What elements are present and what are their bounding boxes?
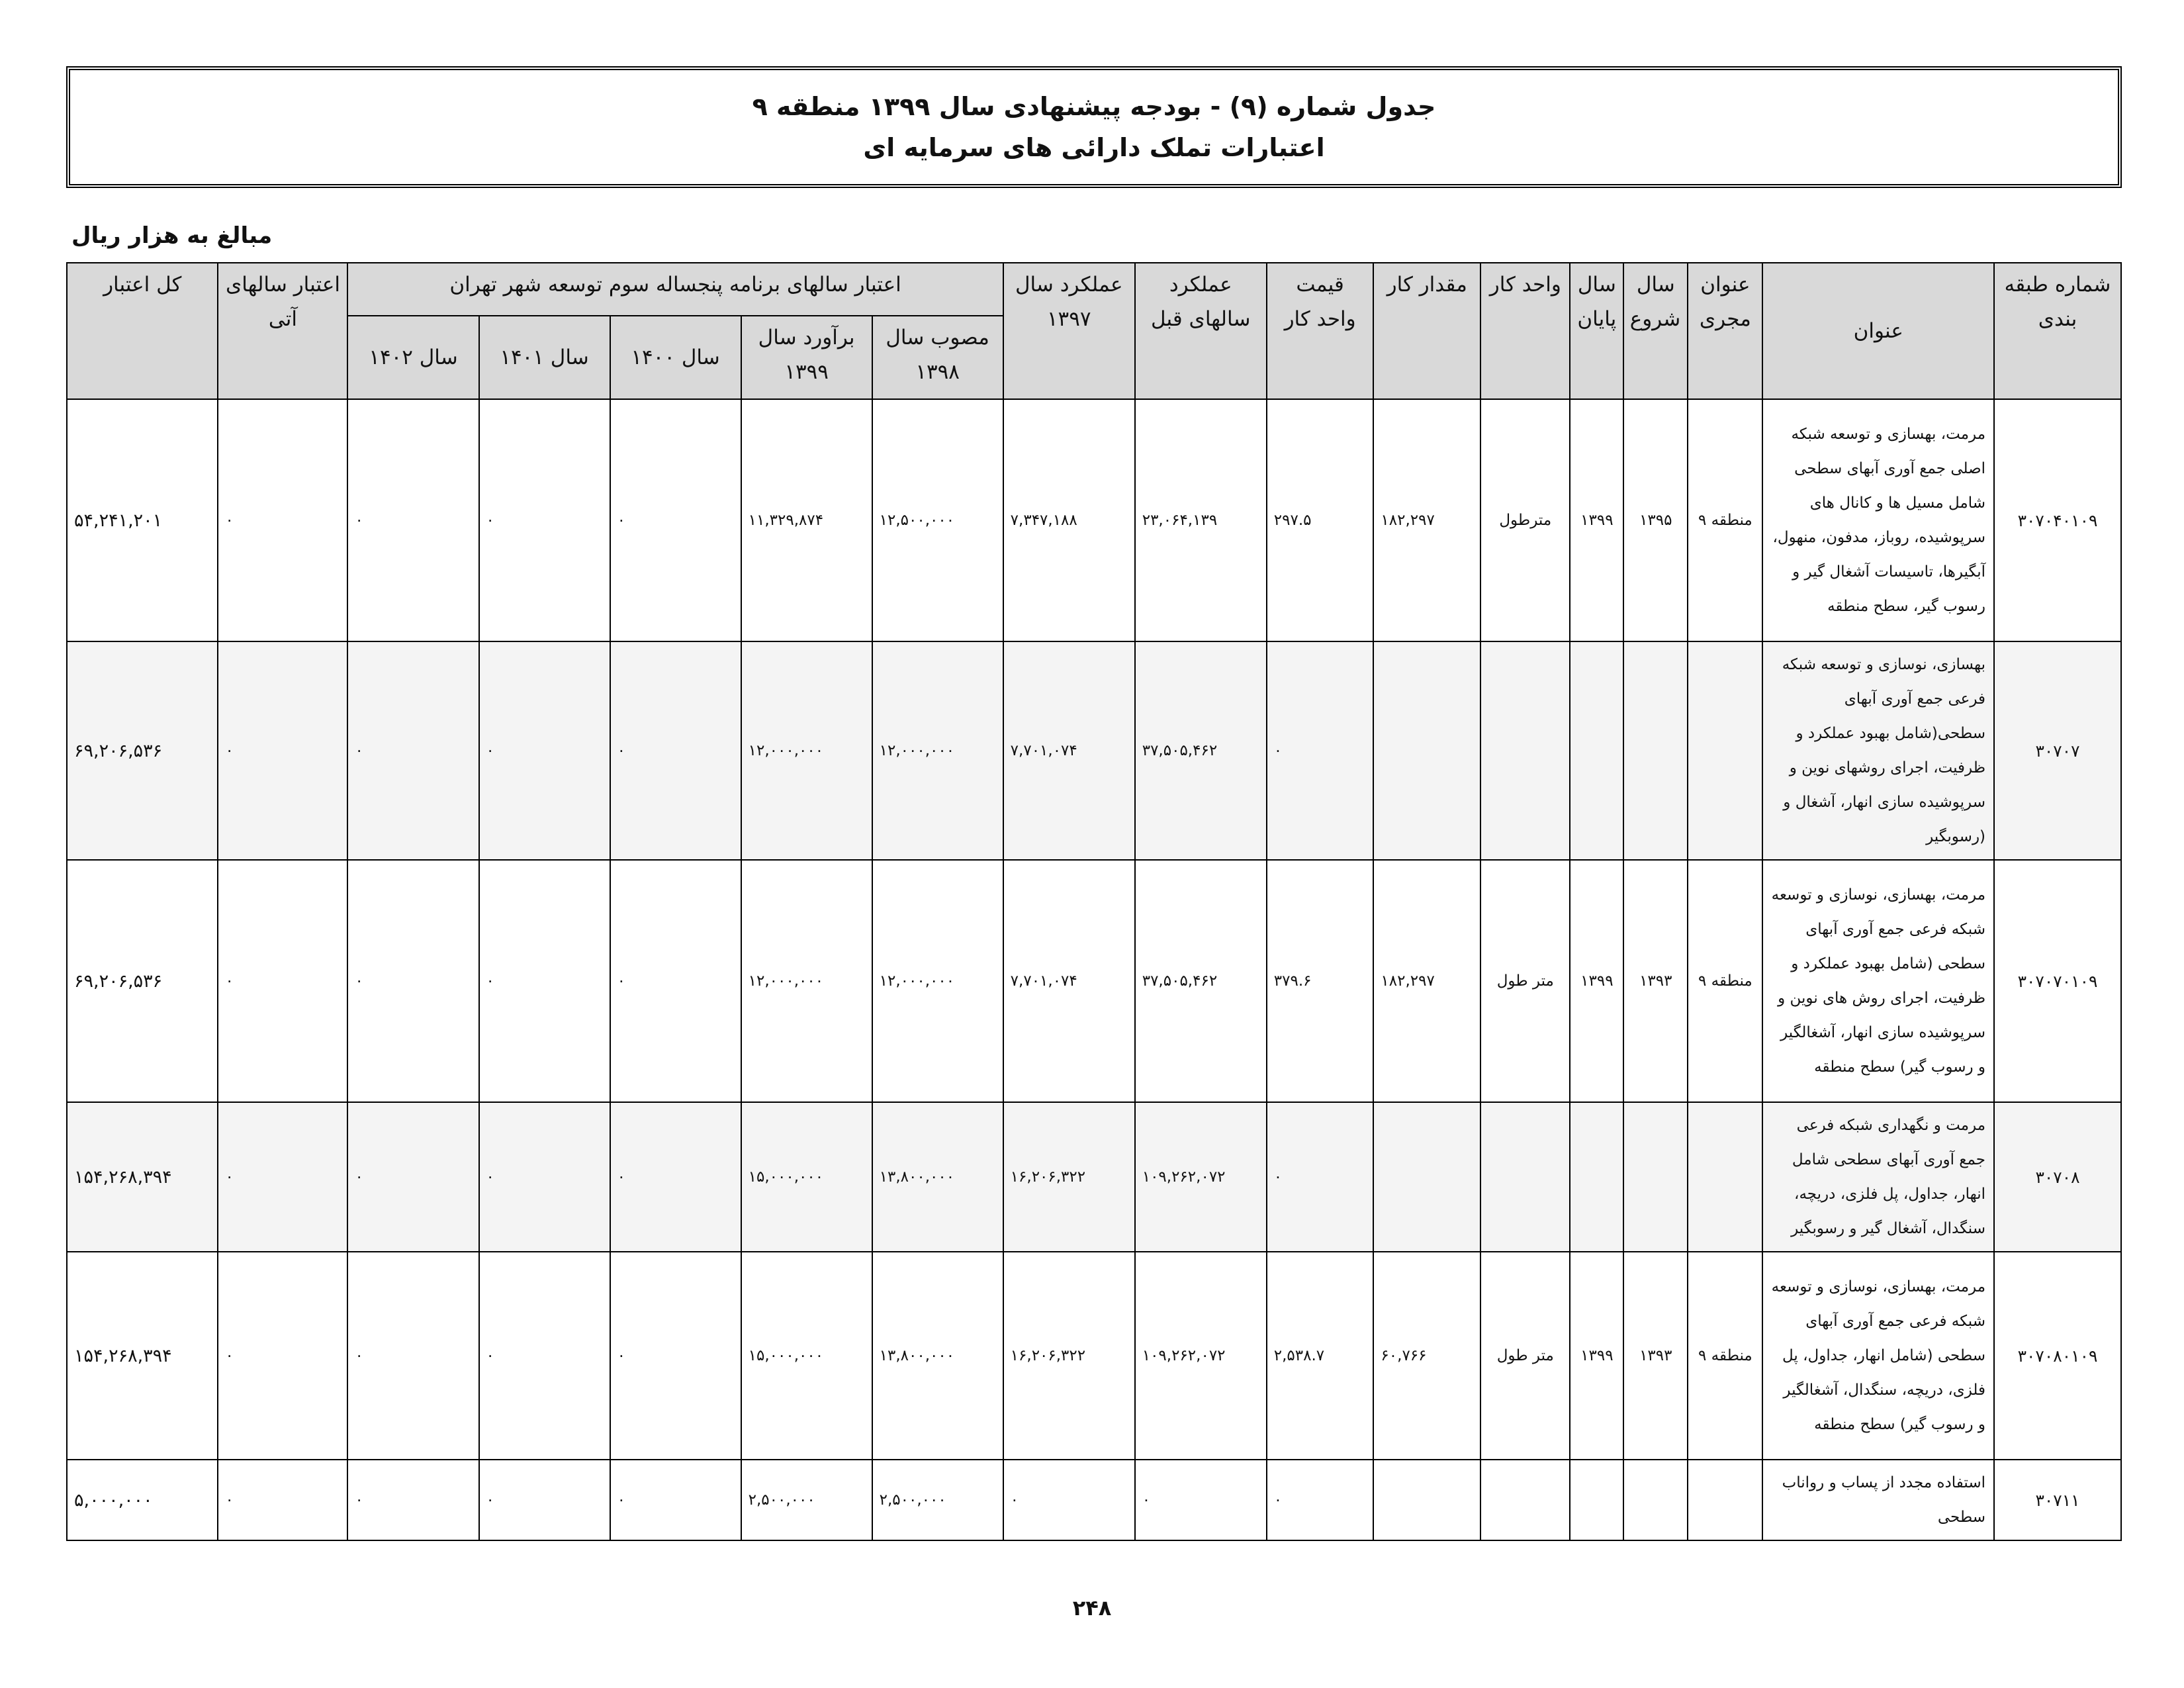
cell-unit-price: ۰ — [1267, 641, 1374, 860]
table-title-box — [66, 66, 2122, 188]
cell-year-1400: ۰ — [610, 1102, 741, 1252]
header-work-unit: واحد کار — [1480, 263, 1570, 399]
cell-perf-prev: ۰ — [1135, 1460, 1267, 1540]
header-end-year: سال پایان — [1570, 263, 1623, 399]
cell-start-year: ۱۳۹۵ — [1623, 399, 1688, 641]
cell-code: ۳۰۷۰۷۰۱۰۹ — [1994, 860, 2121, 1102]
cell-approved-1398: ۱۳,۸۰۰,۰۰۰ — [872, 1252, 1003, 1460]
cell-work-amount: ۱۸۲,۲۹۷ — [1373, 399, 1480, 641]
cell-perf-1397: ۷,۷۰۱,۰۷۴ — [1003, 641, 1135, 860]
budget-table — [66, 262, 2122, 1541]
cell-unit-price: ۲۹۷.۵ — [1267, 399, 1374, 641]
cell-start-year — [1623, 1102, 1688, 1252]
cell-unit-price: ۰ — [1267, 1460, 1374, 1540]
table-subtitle: اعتبارات تملک دارائی های سرمایه ای — [863, 133, 1325, 162]
header-estimate-1399: برآورد سال ۱۳۹۹ — [741, 316, 872, 399]
cell-perf-prev: ۱۰۹,۲۶۲,۰۷۲ — [1135, 1102, 1267, 1252]
cell-work-unit — [1480, 1102, 1570, 1252]
table-row — [67, 1460, 2121, 1540]
header-perf-1397: عملکرد سال ۱۳۹۷ — [1003, 263, 1135, 399]
cell-year-1402: ۰ — [347, 399, 478, 641]
cell-title: مرمت و نگهداری شبکه فرعی جمع آوری آبهای سطحی شامل انهار، جداول، پل فلزی، دریچه، سنگدال، آشغال گیر و رسوبگیر — [1762, 1102, 1994, 1252]
cell-estimate-1399: ۱۵,۰۰۰,۰۰۰ — [741, 1252, 872, 1460]
cell-work-amount — [1373, 1102, 1480, 1252]
cell-approved-1398: ۱۳,۸۰۰,۰۰۰ — [872, 1102, 1003, 1252]
cell-start-year: ۱۳۹۳ — [1623, 1252, 1688, 1460]
header-year-1401: سال ۱۴۰۱ — [479, 316, 610, 399]
header-program-group: اعتبار سالهای برنامه پنجساله سوم توسعه شهر تهران — [347, 263, 1003, 316]
cell-perf-1397: ۰ — [1003, 1460, 1135, 1540]
cell-year-1402: ۰ — [347, 860, 478, 1102]
header-start-year: سال شروع — [1623, 263, 1688, 399]
cell-future: ۰ — [218, 399, 347, 641]
cell-work-unit: متر طول — [1480, 1252, 1570, 1460]
cell-year-1400: ۰ — [610, 860, 741, 1102]
cell-future: ۰ — [218, 860, 347, 1102]
cell-title: بهسازی، نوسازی و توسعه شبکه فرعی جمع آوری آبهای سطحی(شامل بهبود عملکرد و ظرفیت، اجرای روشهای نوین و سرپوشیده سازی انهار، آشغال و (رسوبگیر — [1762, 641, 1994, 860]
header-year-1402: سال ۱۴۰۲ — [347, 316, 478, 399]
page-number: ۲۴۸ — [1072, 1595, 1112, 1620]
cell-total: ۶۹,۲۰۶,۵۳۶ — [67, 860, 218, 1102]
cell-year-1402: ۰ — [347, 1252, 478, 1460]
cell-year-1400: ۰ — [610, 641, 741, 860]
cell-title: مرمت، بهسازی، نوسازی و توسعه شبکه فرعی جمع آوری آبهای سطحی (شامل انهار، جداول، پل فلزی، دریچه، سنگدال، آشغالگیر و رسوب گیر) سطح منطقه — [1762, 1252, 1994, 1460]
cell-year-1401: ۰ — [479, 1460, 610, 1540]
cell-end-year: ۱۳۹۹ — [1570, 1252, 1623, 1460]
cell-work-amount: ۶۰,۷۶۶ — [1373, 1252, 1480, 1460]
cell-estimate-1399: ۱۵,۰۰۰,۰۰۰ — [741, 1102, 872, 1252]
cell-estimate-1399: ۲,۵۰۰,۰۰۰ — [741, 1460, 872, 1540]
cell-year-1401: ۰ — [479, 1102, 610, 1252]
cell-total: ۵۴,۲۴۱,۲۰۱ — [67, 399, 218, 641]
cell-work-amount — [1373, 641, 1480, 860]
cell-end-year — [1570, 1460, 1623, 1540]
cell-perf-prev: ۳۷,۵۰۵,۴۶۲ — [1135, 641, 1267, 860]
cell-code: ۳۰۷۰۸۰۱۰۹ — [1994, 1252, 2121, 1460]
cell-perf-prev: ۱۰۹,۲۶۲,۰۷۲ — [1135, 1252, 1267, 1460]
cell-perf-1397: ۷,۷۰۱,۰۷۴ — [1003, 860, 1135, 1102]
cell-end-year — [1570, 1102, 1623, 1252]
header-total: کل اعتبار — [67, 263, 218, 399]
cell-approved-1398: ۲,۵۰۰,۰۰۰ — [872, 1460, 1003, 1540]
cell-total: ۱۵۴,۲۶۸,۳۹۴ — [67, 1102, 218, 1252]
cell-work-unit: متر طول — [1480, 860, 1570, 1102]
cell-unit-price: ۲,۵۳۸.۷ — [1267, 1252, 1374, 1460]
cell-unit-price: ۰ — [1267, 1102, 1374, 1252]
table-row — [67, 641, 2121, 860]
cell-perf-prev: ۲۳,۰۶۴,۱۳۹ — [1135, 399, 1267, 641]
cell-year-1400: ۰ — [610, 399, 741, 641]
header-year-1400: سال ۱۴۰۰ — [610, 316, 741, 399]
header-future: اعتبار سالهای آتی — [218, 263, 347, 399]
header-unit-price: قیمت واحد کار — [1267, 263, 1374, 399]
cell-year-1400: ۰ — [610, 1252, 741, 1460]
header-executor: عنوان مجری — [1688, 263, 1762, 399]
cell-year-1401: ۰ — [479, 641, 610, 860]
cell-estimate-1399: ۱۲,۰۰۰,۰۰۰ — [741, 641, 872, 860]
header-code: شماره طبقه بندی — [1994, 263, 2121, 399]
cell-year-1402: ۰ — [347, 1102, 478, 1252]
units-note: مبالغ به هزار ریال — [71, 222, 273, 249]
cell-future: ۰ — [218, 1102, 347, 1252]
cell-future: ۰ — [218, 641, 347, 860]
cell-total: ۶۹,۲۰۶,۵۳۶ — [67, 641, 218, 860]
table-row — [67, 1252, 2121, 1460]
cell-code: ۳۰۷۱۱ — [1994, 1460, 2121, 1540]
cell-executor — [1688, 641, 1762, 860]
table-row — [67, 399, 2121, 641]
cell-year-1401: ۰ — [479, 1252, 610, 1460]
cell-executor: منطقه ۹ — [1688, 399, 1762, 641]
cell-code: ۳۰۷۰۷ — [1994, 641, 2121, 860]
cell-start-year — [1623, 641, 1688, 860]
cell-perf-1397: ۷,۳۴۷,۱۸۸ — [1003, 399, 1135, 641]
table-row — [67, 1102, 2121, 1252]
table-row — [67, 860, 2121, 1102]
header-title: عنوان — [1762, 263, 1994, 399]
table-title: جدول شماره (۹) - بودجه پیشنهادی سال ۱۳۹۹ منطقه ۹ — [752, 92, 1436, 121]
cell-approved-1398: ۱۲,۰۰۰,۰۰۰ — [872, 860, 1003, 1102]
cell-approved-1398: ۱۲,۵۰۰,۰۰۰ — [872, 399, 1003, 641]
header-work-amount: مقدار کار — [1373, 263, 1480, 399]
cell-end-year — [1570, 641, 1623, 860]
cell-end-year: ۱۳۹۹ — [1570, 860, 1623, 1102]
cell-title: استفاده مجدد از پساب و رواناب سطحی — [1762, 1460, 1994, 1540]
cell-work-unit — [1480, 641, 1570, 860]
cell-year-1401: ۰ — [479, 860, 610, 1102]
cell-perf-1397: ۱۶,۲۰۶,۳۲۲ — [1003, 1252, 1135, 1460]
cell-executor — [1688, 1460, 1762, 1540]
cell-work-amount: ۱۸۲,۲۹۷ — [1373, 860, 1480, 1102]
cell-year-1402: ۰ — [347, 1460, 478, 1540]
cell-title: مرمت، بهسازی، نوسازی و توسعه شبکه فرعی جمع آوری آبهای سطحی (شامل بهبود عملکرد و ظرفیت، اجرای روش های نوین و سرپوشیده سازی انهار، آشغالگیر و رسوب گیر) سطح منطقه — [1762, 860, 1994, 1102]
cell-total: ۱۵۴,۲۶۸,۳۹۴ — [67, 1252, 218, 1460]
cell-executor: منطقه ۹ — [1688, 1252, 1762, 1460]
cell-approved-1398: ۱۲,۰۰۰,۰۰۰ — [872, 641, 1003, 860]
cell-work-unit — [1480, 1460, 1570, 1540]
cell-start-year — [1623, 1460, 1688, 1540]
cell-estimate-1399: ۱۱,۳۲۹,۸۷۴ — [741, 399, 872, 641]
cell-total: ۵,۰۰۰,۰۰۰ — [67, 1460, 218, 1540]
cell-code: ۳۰۷۰۸ — [1994, 1102, 2121, 1252]
header-perf-prev: عملکرد سالهای قبل — [1135, 263, 1267, 399]
cell-executor — [1688, 1102, 1762, 1252]
cell-work-unit: مترطول — [1480, 399, 1570, 641]
cell-unit-price: ۳۷۹.۶ — [1267, 860, 1374, 1102]
cell-title: مرمت، بهسازی و توسعه شبکه اصلی جمع آوری آبهای سطحی شامل مسیل ها و کانال های سرپوشیده، روباز، مدفون، منهول، آبگیرها، تاسیسات آشغال گیر و رسوب گیر، سطح منطقه — [1762, 399, 1994, 641]
cell-estimate-1399: ۱۲,۰۰۰,۰۰۰ — [741, 860, 872, 1102]
header-approved-1398: مصوب سال ۱۳۹۸ — [872, 316, 1003, 399]
cell-start-year: ۱۳۹۳ — [1623, 860, 1688, 1102]
cell-end-year: ۱۳۹۹ — [1570, 399, 1623, 641]
cell-work-amount — [1373, 1460, 1480, 1540]
cell-perf-prev: ۳۷,۵۰۵,۴۶۲ — [1135, 860, 1267, 1102]
cell-code: ۳۰۷۰۴۰۱۰۹ — [1994, 399, 2121, 641]
cell-year-1402: ۰ — [347, 641, 478, 860]
cell-executor: منطقه ۹ — [1688, 860, 1762, 1102]
cell-year-1401: ۰ — [479, 399, 610, 641]
cell-future: ۰ — [218, 1252, 347, 1460]
cell-future: ۰ — [218, 1460, 347, 1540]
cell-year-1400: ۰ — [610, 1460, 741, 1540]
cell-perf-1397: ۱۶,۲۰۶,۳۲۲ — [1003, 1102, 1135, 1252]
